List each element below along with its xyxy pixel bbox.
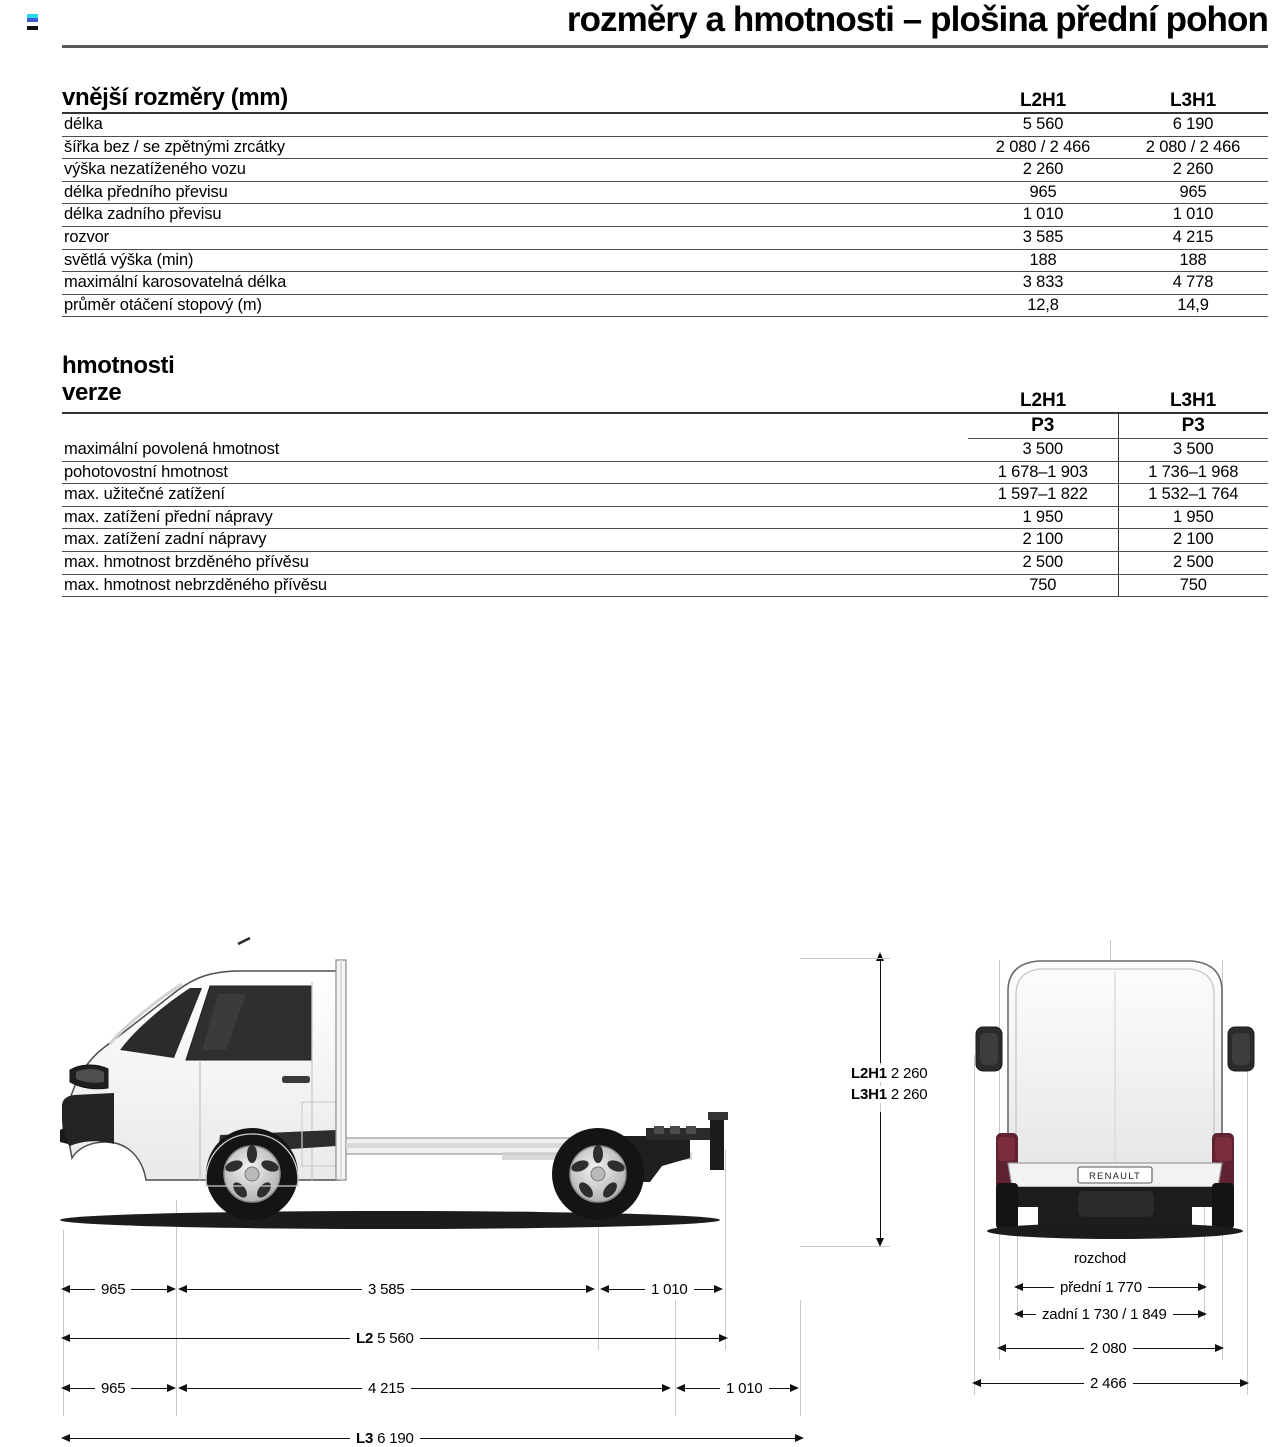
dim-l2-front-overhang: 965 [95,1281,131,1298]
front-view-drawing [950,900,1280,1400]
row-label: rozvor [62,226,968,249]
table-row [62,226,1268,249]
dimensions-col-l3h1: L3H1 [1169,90,1217,111]
dim-l2-rear-overhang: 1 010 [645,1281,694,1298]
table-row [62,181,1268,204]
version-row [62,413,1268,439]
weights-heading-row [62,352,1268,378]
dim-l2-rear-arrow-right [714,1285,723,1293]
width-mirrors-value: 2 466 [1084,1375,1133,1392]
dim-l2-rear-arrow-left [600,1285,609,1293]
height-l2h1-value: 2 260 [890,1065,928,1082]
height-ref-bottom [800,1246,890,1247]
weights-heading-line2: verze [62,379,122,406]
dimensions-col-l2h1: L2H1 [1019,90,1067,111]
track-front-value: přední 1 770 [1054,1279,1148,1296]
row-label: délka předního převisu [62,181,968,204]
weights-table-heading [62,352,968,412]
row-value-l2h1: 12,8 [968,294,1118,317]
guide-rear-axle-l3 [675,1300,676,1416]
dim-l2-front-arrow-left [61,1285,70,1293]
row-label: šířka bez / se zpětnými zrcátky [62,136,968,159]
dim-l2-total-arrow-left [61,1334,70,1342]
version-l2h1: P3 [968,413,1118,439]
dim-l2-wb-arrow-right [586,1285,595,1293]
row-value-l2h1: 3 500 [968,439,1118,462]
dim-l3-total-arrow-left [61,1434,70,1442]
weights-table [62,352,1268,597]
track-title: rozchod [1068,1250,1132,1267]
row-value-l3h1: 2 260 [1118,159,1268,182]
track-front-arrow-left [1014,1283,1023,1291]
track-rear-arrow-right [1198,1310,1207,1318]
table-row [62,294,1268,317]
row-value-l2h1: 2 100 [968,529,1118,552]
dimensions-table [62,78,1268,317]
dim-l3-wheelbase-line [185,1388,665,1389]
row-value-l3h1: 3 500 [1118,439,1268,462]
rear-wheel [552,1128,644,1220]
row-value-l2h1: 965 [968,181,1118,204]
track-front-arrow-right [1198,1283,1207,1291]
row-label: výška nezatíženého vozu [62,159,968,182]
van-rear-illustration [960,955,1270,1255]
renault-badge-text: RENAULT [1088,1171,1142,1182]
dim-l2-total-value: 5 560 [377,1330,414,1347]
row-label: max. užitečné zatížení [62,484,968,507]
weights-col-l2h1: L2H1 [1019,390,1067,411]
row-value-l2h1: 3 585 [968,226,1118,249]
dim-l3-total-line [70,1438,798,1439]
row-value-l2h1: 2 260 [968,159,1118,182]
table-row [62,439,1268,462]
row-value-l2h1: 5 560 [968,113,1118,136]
weights-heading-line1: hmotnosti [62,352,175,379]
height-dim-line-top [880,958,881,1063]
height-label-l3h1 [845,1086,933,1103]
row-label: max. zatížení přední nápravy [62,506,968,529]
row-label: max. hmotnost nebrzděného přívěsu [62,574,968,597]
width-body-arrow-right [1215,1344,1224,1352]
row-value-l3h1: 1 736–1 968 [1118,461,1268,484]
row-value-l2h1: 188 [968,249,1118,272]
dim-l3-front-arrow-left [61,1384,70,1392]
dim-l2-front-arrow-right [167,1285,176,1293]
row-label: světlá výška (min) [62,249,968,272]
dim-l3-wb-arrow-right [662,1384,671,1392]
height-l3h1-prefix: L3H1 [851,1086,887,1103]
mirror-right [1228,1027,1254,1071]
row-value-l3h1: 750 [1118,574,1268,597]
dim-l2-total-prefix: L2 [356,1330,374,1347]
dimensions-table-section [62,78,1268,317]
row-value-l2h1: 1 597–1 822 [968,484,1118,507]
row-value-l2h1: 1 678–1 903 [968,461,1118,484]
version-l3h1: P3 [1118,413,1268,439]
row-value-l3h1: 2 080 / 2 466 [1118,136,1268,159]
dim-l3-wb-arrow-left [178,1384,187,1392]
height-dim-arrow-up [876,952,884,961]
row-label: maximální karosovatelná délka [62,272,968,295]
dim-l3-total-prefix: L3 [356,1430,374,1447]
row-value-l2h1: 750 [968,574,1118,597]
row-value-l3h1: 1 532–1 764 [1118,484,1268,507]
row-value-l2h1: 2 080 / 2 466 [968,136,1118,159]
height-dim-line-bottom [880,1112,881,1240]
row-value-l3h1: 2 100 [1118,529,1268,552]
height-l2h1-prefix: L2H1 [851,1065,887,1082]
van-side-illustration [50,930,850,1260]
row-value-l3h1: 4 215 [1118,226,1268,249]
row-value-l3h1: 14,9 [1118,294,1268,317]
dim-l3-rear-arrow-left [676,1384,685,1392]
table-row [62,249,1268,272]
row-value-l3h1: 965 [1118,181,1268,204]
table-row [62,484,1268,507]
table-row [62,461,1268,484]
track-rear-value: zadní 1 730 / 1 849 [1036,1306,1173,1323]
width-mirrors-arrow-left [972,1379,981,1387]
table-row [62,113,1268,136]
row-value-l2h1: 2 500 [968,551,1118,574]
height-ref-top [800,958,890,959]
width-mirrors-arrow-right [1240,1379,1249,1387]
table-row [62,204,1268,227]
row-value-l2h1: 1 950 [968,506,1118,529]
table-row [62,551,1268,574]
table-row [62,574,1268,597]
table-row [62,159,1268,182]
table-row [62,136,1268,159]
track-rear-arrow-left [1014,1310,1023,1318]
mirror-left [976,1027,1002,1071]
side-view-drawing [0,900,928,1447]
row-label: délka [62,113,968,136]
dim-l3-rear-arrow-right [790,1384,799,1392]
dim-l2-wb-arrow-left [178,1285,187,1293]
height-label-l2h1 [845,1065,933,1082]
dim-l3-wheelbase: 4 215 [362,1380,411,1397]
dim-l2-total-arrow-right [719,1334,728,1342]
front-wheel [206,1128,298,1220]
row-label: maximální povolená hmotnost [62,439,968,462]
page-title: rozměry a hmotnosti – plošina přední pohon [566,0,1268,39]
guide-rear-l3 [800,1300,801,1416]
dim-l3-rear-overhang: 1 010 [720,1380,769,1397]
row-value-l2h1: 3 833 [968,272,1118,295]
dim-l3-total-value: 6 190 [377,1430,414,1447]
row-value-l3h1: 188 [1118,249,1268,272]
row-value-l3h1: 1 010 [1118,204,1268,227]
dim-l3-front-arrow-right [167,1384,176,1392]
row-label: pohotovostní hmotnost [62,461,968,484]
dim-l2-total [350,1330,420,1347]
row-label: délka zadního převisu [62,204,968,227]
height-l3h1-value: 2 260 [890,1086,928,1103]
row-label: max. zatížení zadní nápravy [62,529,968,552]
row-value-l2h1: 1 010 [968,204,1118,227]
width-body-arrow-left [997,1344,1006,1352]
title-divider [62,45,1268,48]
weights-col-l3h1: L3H1 [1169,390,1217,411]
row-value-l3h1: 4 778 [1118,272,1268,295]
dim-l3-front-overhang: 965 [95,1380,131,1397]
table-row [62,272,1268,295]
row-value-l3h1: 2 500 [1118,551,1268,574]
row-label: průměr otáčení stopový (m) [62,294,968,317]
table-row [62,506,1268,529]
dim-l3-total-arrow-right [795,1434,804,1442]
row-label: max. hmotnost brzděného přívěsu [62,551,968,574]
width-body-value: 2 080 [1084,1340,1133,1357]
row-value-l3h1: 1 950 [1118,506,1268,529]
dimensions-table-header-row [62,78,1268,112]
dimensions-table-heading: vnější rozměry (mm) [62,84,288,111]
row-value-l3h1: 6 190 [1118,113,1268,136]
dim-l3-total [350,1430,420,1447]
weights-table-section [62,352,1268,597]
table-row [62,529,1268,552]
dim-l2-wheelbase: 3 585 [362,1281,411,1298]
